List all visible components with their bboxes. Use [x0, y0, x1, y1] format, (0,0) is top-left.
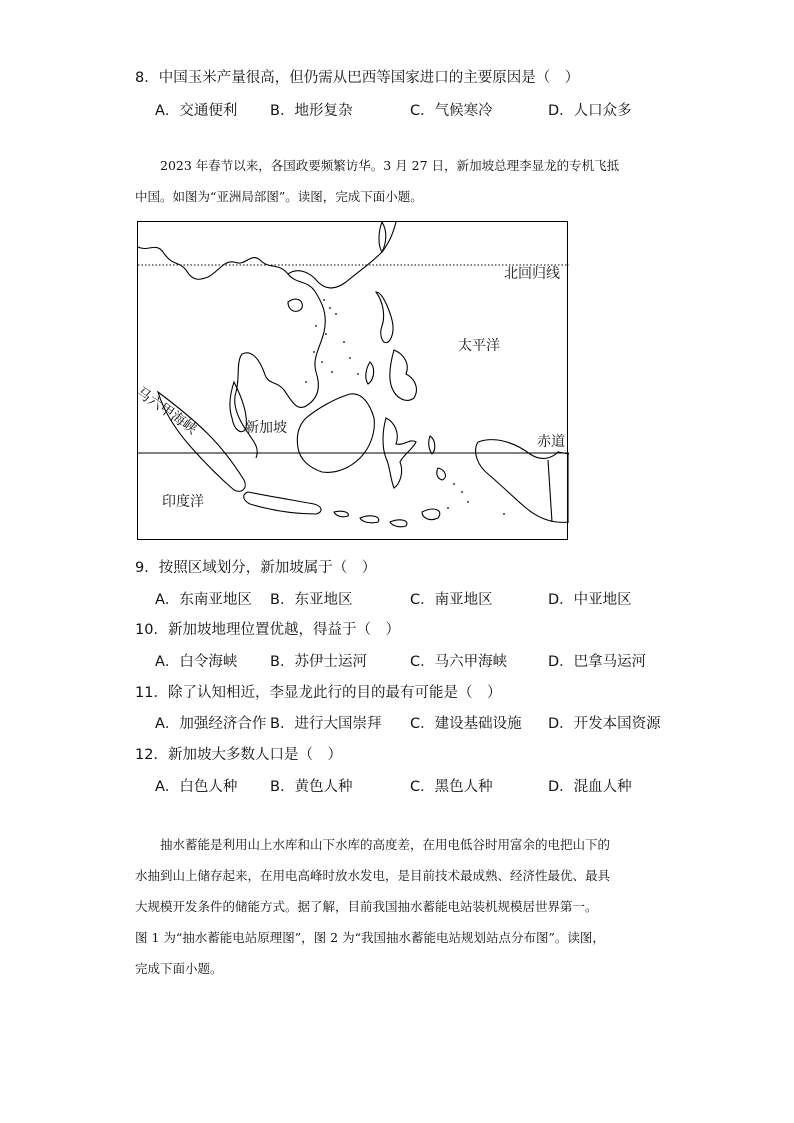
borneo — [297, 394, 374, 473]
passage-1-line: 中国。如图为“亚洲局部图”。读图，完成下面小题。 — [135, 189, 423, 204]
question-10-stem: 10．新加坡地理位置优越，得益于（ ） — [135, 622, 400, 638]
option-d[interactable]: D．人口众多 — [548, 103, 632, 119]
option-c[interactable]: C．南亚地区 — [410, 592, 493, 608]
passage-1 — [135, 150, 655, 212]
malay-peninsula — [230, 382, 247, 432]
option-a[interactable]: A．白令海峡 — [155, 654, 238, 670]
indian-ocean-label: 印度洋 — [162, 494, 204, 510]
mindanao — [390, 350, 417, 400]
passage-2-line: 水抽到山上储存起来，在用电高峰时放水发电，是目前技术最成熟、经济性最优、最具 — [135, 868, 611, 883]
option-d[interactable]: D．中亚地区 — [548, 592, 632, 608]
passage-2-line: 图 1 为“抽水蓄能电站原理图”，图 2 为“我国抽水蓄能电站规划站点分布图”。读图， — [135, 930, 605, 945]
visayas — [366, 362, 374, 384]
border-line — [548, 460, 552, 522]
tropic-of-cancer-label: 北回归线 — [504, 266, 560, 282]
option-c[interactable]: C．黑色人种 — [410, 779, 493, 795]
timor — [422, 509, 440, 519]
passage-2 — [135, 829, 655, 984]
option-b[interactable]: B．地形复杂 — [270, 103, 353, 119]
option-c[interactable]: C．气候寒冷 — [410, 103, 493, 119]
small-islands — [305, 299, 505, 515]
new-guinea — [476, 440, 569, 523]
question-9-stem: 9．按照区域划分，新加坡属于（ ） — [135, 560, 377, 576]
question-8-stem: 8．中国玉米产量很高，但仍需从巴西等国家进口的主要原因是（ ） — [135, 70, 580, 86]
seram — [437, 468, 446, 480]
singapore-label: 新加坡 — [245, 420, 287, 436]
option-a[interactable]: A．白色人种 — [155, 779, 238, 795]
option-c[interactable]: C．建设基础设施 — [410, 716, 522, 732]
option-b[interactable]: B．东亚地区 — [270, 592, 353, 608]
option-a[interactable]: A．东南亚地区 — [155, 592, 252, 608]
question-11-stem: 11．除了认知相近，李显龙此行的目的最有可能是（ ） — [135, 685, 502, 701]
option-a[interactable]: A．交通便利 — [155, 103, 238, 119]
question-12-stem: 12．新加坡大多数人口是（ ） — [135, 747, 342, 763]
passage-1-line: 2023 年春节以来，各国政要频繁访华。3 月 27 日，新加坡总理李显龙的专机飞抵 — [160, 158, 620, 173]
java — [244, 492, 321, 514]
option-b[interactable]: B．苏伊士运河 — [270, 654, 367, 670]
bali-lombok — [334, 511, 348, 517]
sumbawa — [360, 516, 379, 523]
asia-partial-map — [133, 221, 568, 540]
option-a[interactable]: A．加强经济合作 — [155, 716, 267, 732]
pacific-ocean-label: 太平洋 — [458, 338, 500, 354]
halmahera — [429, 436, 435, 454]
option-c[interactable]: C．马六甲海峡 — [410, 654, 508, 670]
option-d[interactable]: D．开发本国资源 — [548, 716, 661, 732]
option-b[interactable]: B．黄色人种 — [270, 779, 353, 795]
passage-2-line: 完成下面小题。 — [135, 961, 223, 976]
luzon — [376, 292, 393, 343]
option-d[interactable]: D．巴拿马运河 — [548, 654, 647, 670]
hainan — [288, 299, 302, 311]
malacca-strait-label: 马六甲海峡 — [133, 384, 200, 438]
flores — [390, 520, 407, 527]
passage-2-line: 大规模开发条件的储能方式。据了解，目前我国抽水蓄能电站装机规模居世界第一。 — [135, 899, 598, 914]
option-d[interactable]: D．混血人种 — [548, 779, 632, 795]
passage-2-line: 抽水蓄能是利用山上水库和山下水库的高度差，在用电低谷时用富余的电把山下的 — [160, 837, 611, 852]
option-b[interactable]: B．进行大国崇拜 — [270, 716, 382, 732]
mainland-coast — [138, 247, 325, 458]
equator-label: 赤道 — [537, 434, 565, 450]
